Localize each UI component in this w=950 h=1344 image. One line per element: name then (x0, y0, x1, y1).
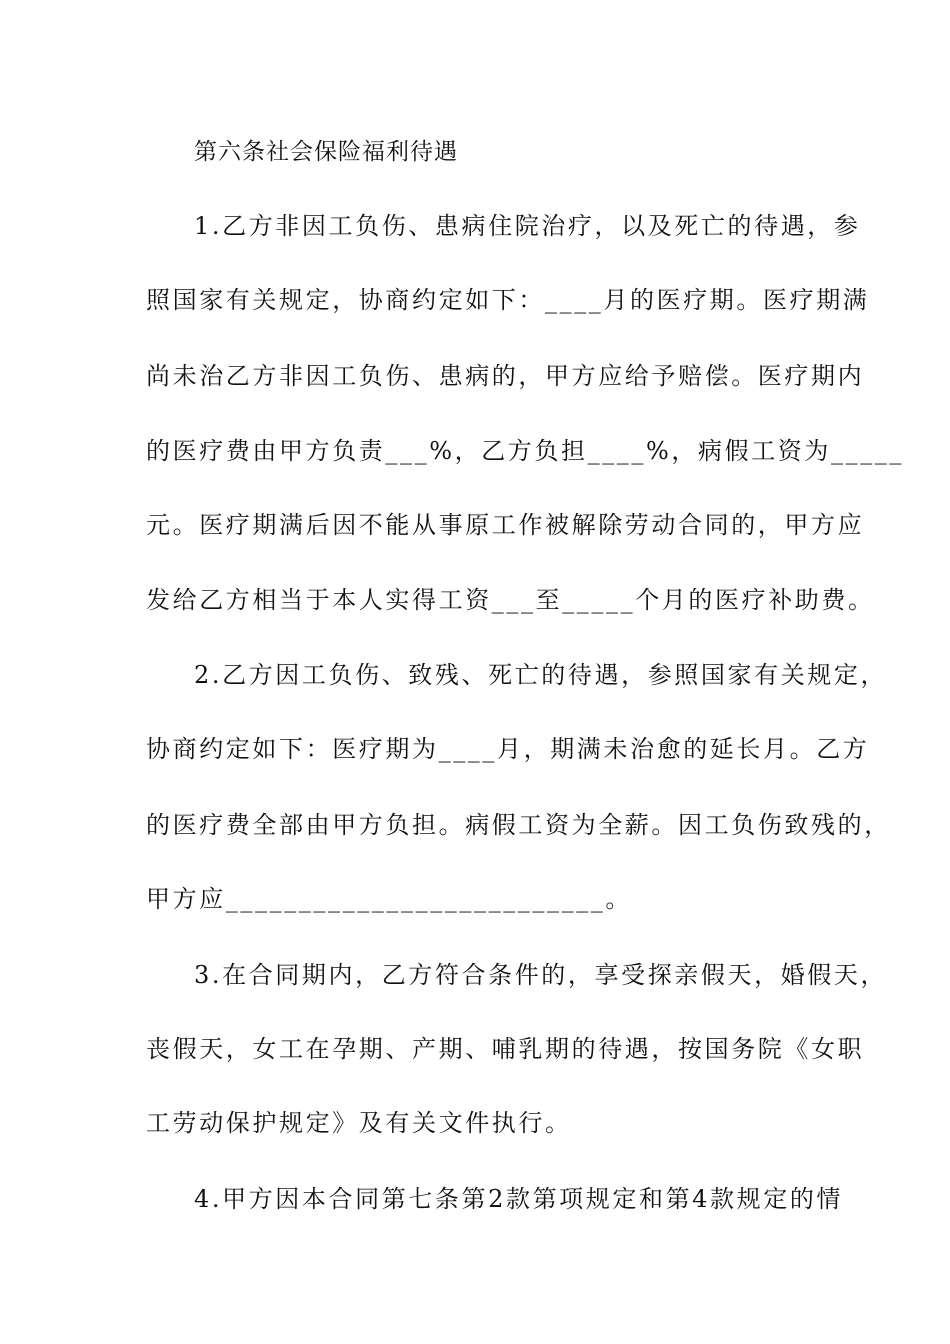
paragraph-2-line-3: 的医疗费全部由甲方负担。病假工资为全薪。因工负伤致残的， (146, 811, 891, 839)
paragraph-1-line-6: 发给乙方相当于本人实得工资___至_____个月的医疗补助费。 (146, 586, 875, 614)
paragraph-2-line-1: 2.乙方因工负伤、致残、死亡的待遇，参照国家有关规定， (194, 661, 888, 689)
paragraph-1-line-2: 照国家有关规定，协商约定如下：____月的医疗期。医疗期满 (146, 286, 870, 314)
paragraph-1-line-5: 元。医疗期满后因不能从事原工作被解除劳动合同的，甲方应 (146, 511, 865, 539)
paragraph-1-line-3: 尚未治乙方非因工负伤、患病的，甲方应给予赔偿。医疗期内 (146, 362, 865, 390)
paragraph-1-line-1: 1.乙方非因工负伤、患病住院治疗，以及死亡的待遇，参 (194, 212, 861, 240)
paragraph-3-line-2: 丧假天，女工在孕期、产期、哺乳期的待遇，按国务院《女职 (146, 1035, 865, 1063)
paragraph-3-line-3: 工劳动保护规定》及有关文件执行。 (146, 1109, 572, 1137)
section-heading: 第六条社会保险福利待遇 (194, 139, 458, 165)
paragraph-1-line-4: 的医疗费由甲方负责___%，乙方负担____%，病假工资为_____ (146, 437, 905, 465)
paragraph-3-line-1: 3.在合同期内，乙方符合条件的，享受探亲假天，婚假天， (194, 961, 888, 989)
paragraph-4-line-1: 4.甲方因本合同第七条第2款第项规定和第4款规定的情 (194, 1185, 844, 1213)
paragraph-2-line-2: 协商约定如下：医疗期为____月，期满未治愈的延长月。乙方 (146, 735, 870, 763)
paragraph-2-line-4: 甲方应__________________________。 (146, 885, 632, 913)
